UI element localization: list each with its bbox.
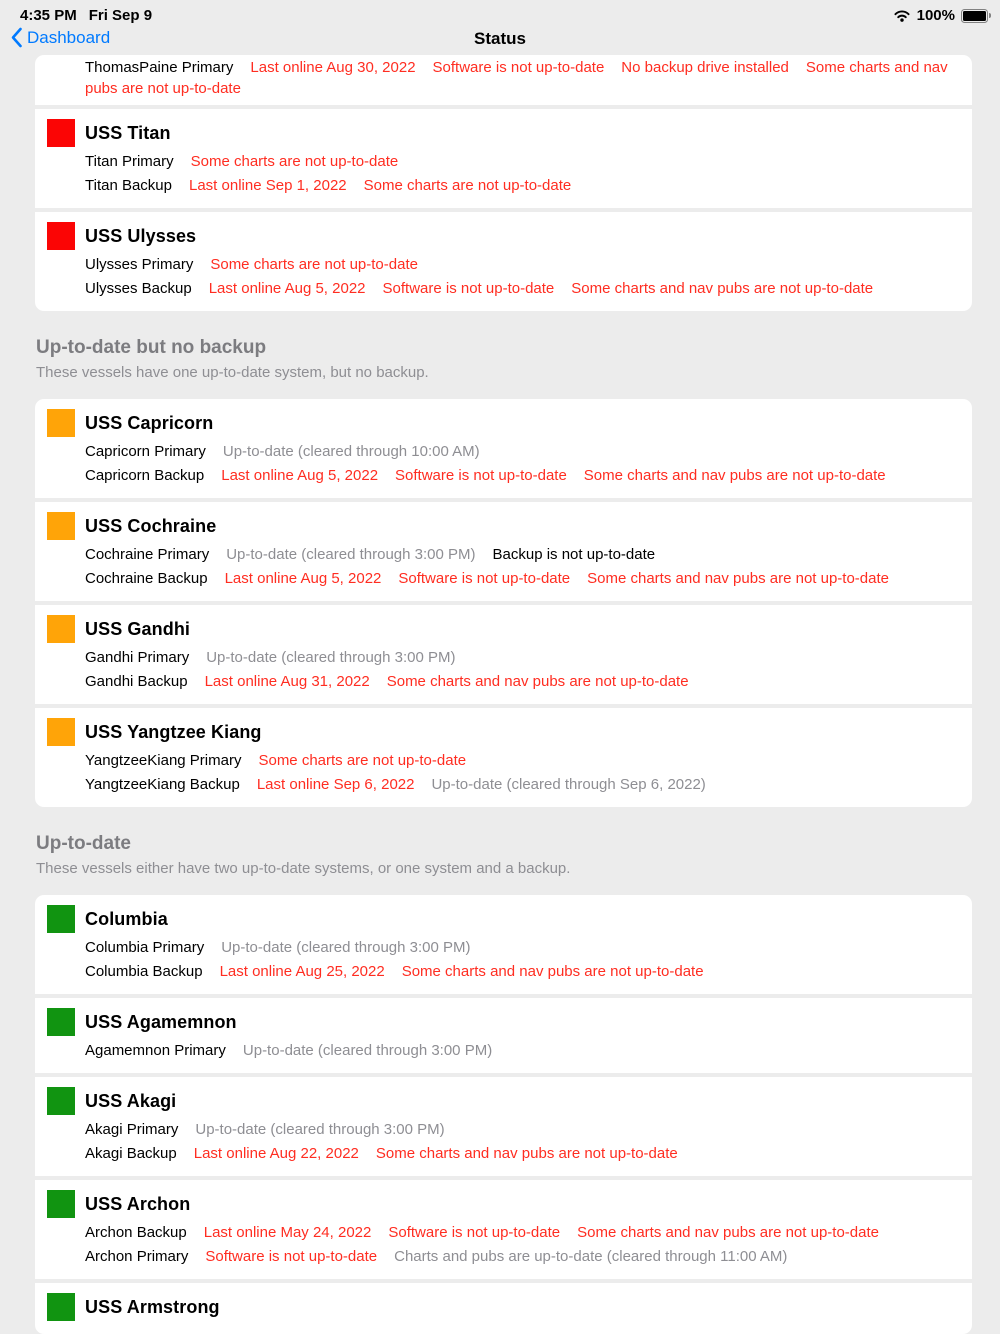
vessel-status-square-icon [47,718,75,746]
vessel-title-line [35,222,956,250]
vessel-name: USS Capricorn [85,412,214,433]
section-header: Up-to-date [36,833,131,854]
status-text: Charts and pubs are up-to-date (cleared through 11:00 AM) [394,1248,788,1265]
status-text: Last online May 24, 2022 [203,1224,372,1241]
vessel-card[interactable] [35,605,972,704]
system-label: Ulysses Primary [85,256,194,273]
vessel-card[interactable] [35,895,972,994]
status-text: Up-to-date (cleared through 10:00 AM) [222,443,480,460]
system-row [85,1039,956,1063]
system-row [85,936,956,960]
status-text: Last online Sep 6, 2022 [256,776,415,793]
status-text: Some charts and nav pubs are not up-to-date [386,673,689,690]
system-rows [35,1118,956,1166]
status-text: Last online Aug 25, 2022 [219,963,385,980]
vessel-group [35,55,972,311]
vessel-name: USS Armstrong [85,1296,220,1317]
system-label: Gandhi Backup [85,673,188,690]
battery-percent: 100% [916,7,955,24]
navigation-bar [0,26,1000,55]
system-row [85,960,956,984]
vessel-title-line [35,905,956,933]
vessel-title-line [35,718,956,746]
system-label: Akagi Primary [85,1121,179,1138]
status-text: Up-to-date (cleared through 3:00 PM) [221,939,471,956]
vessel-status-square-icon [47,1008,75,1036]
system-label: Cochraine Backup [85,570,208,587]
vessel-name: USS Titan [85,122,171,143]
section-description: These vessels have one up-to-date system, but no backup. [36,364,429,381]
status-text: Up-to-date (cleared through 3:00 PM) [206,649,456,666]
system-row [85,150,956,174]
system-rows [35,253,956,301]
system-label: Archon Backup [85,1224,187,1241]
status-text: Some charts and nav pubs are not up-to-date [375,1145,678,1162]
vessel-status-square-icon [47,615,75,643]
system-label: Ulysses Backup [85,280,192,297]
back-label: Dashboard [27,27,111,47]
time-label: 4:35 PM [20,7,77,24]
vessel-status-square-icon [47,1293,75,1321]
system-row [85,1118,956,1142]
system-row [85,646,956,670]
system-label: Columbia Primary [85,939,205,956]
system-row [85,567,956,591]
vessel-status-square-icon [47,119,75,147]
page-title: Status [474,29,526,48]
system-rows [35,936,956,984]
status-text: Up-to-date (cleared through Sep 6, 2022) [431,776,706,793]
system-rows [35,1039,956,1063]
system-row [85,543,956,567]
system-row [85,253,956,277]
status-text: Last online Aug 30, 2022 [250,59,416,76]
vessel-title-line [35,1087,956,1115]
system-label: Columbia Backup [85,963,203,980]
vessel-card[interactable] [35,708,972,807]
system-label: Akagi Backup [85,1145,177,1162]
status-text: Some charts and nav pubs are not up-to-date [401,963,704,980]
status-text: Up-to-date (cleared through 3:00 PM) [195,1121,445,1138]
vessel-title-line [35,1008,956,1036]
system-label: Capricorn Primary [85,443,206,460]
system-label: Cochraine Primary [85,546,210,563]
vessel-title-line [35,1190,956,1218]
content [0,55,1000,1334]
status-text: Some charts and nav pubs are not up-to-date [587,570,889,587]
status-text: Some charts and nav pubs are not up-to-date [577,1224,879,1241]
vessel-name: USS Yangtzee Kiang [85,721,262,742]
header [0,0,1000,55]
vessel-title-line [35,615,956,643]
status-text: Some charts are not up-to-date [210,256,418,273]
vessel-card[interactable] [35,399,972,498]
system-row [85,670,956,694]
system-row [85,57,956,99]
status-text: Last online Sep 1, 2022 [189,177,347,194]
system-row [85,440,956,464]
vessel-group [35,399,972,807]
system-label: Agamemnon Primary [85,1042,226,1059]
status-text: Software is not up-to-date [398,570,571,587]
status-text: Last online Aug 22, 2022 [193,1145,359,1162]
status-text: Up-to-date (cleared through 3:00 PM) [226,546,476,563]
vessel-status-square-icon [47,512,75,540]
status-text: Some charts are not up-to-date [363,177,572,194]
system-label: Capricorn Backup [85,467,205,484]
status-bar [0,6,1000,26]
vessel-title-line [35,512,956,540]
vessel-status-square-icon [47,222,75,250]
vessel-status-square-icon [47,409,75,437]
vessel-card[interactable] [35,212,972,311]
vessel-name: USS Cochraine [85,515,217,536]
status-text: Some charts and nav pubs are not up-to-date [85,59,948,97]
status-text: Software is not up-to-date [432,59,605,76]
system-label: Titan Primary [85,153,174,170]
system-row [85,1142,956,1166]
status-text: Some charts and nav pubs are not up-to-date [583,467,886,484]
system-row [85,174,956,198]
section-header: Up-to-date but no backup [36,337,267,358]
system-label: YangtzeeKiang Backup [85,776,240,793]
vessel-card[interactable] [35,502,972,601]
vessel-title-line [35,119,956,147]
status-text: Software is not up-to-date [388,1224,561,1241]
vessel-name: Columbia [85,908,168,929]
status-text: No backup drive installed [621,59,789,76]
wifi-icon [893,9,911,22]
system-rows [35,543,956,591]
vessel-card[interactable] [35,55,972,105]
status-text: Backup is not up-to-date [492,546,656,563]
vessel-group [35,895,972,1334]
system-row [85,749,956,773]
vessel-card[interactable] [35,1180,972,1279]
system-row [85,773,956,797]
system-rows [35,57,956,99]
status-text: Last online Aug 31, 2022 [204,673,370,690]
system-label: Archon Primary [85,1248,189,1265]
vessel-name: USS Archon [85,1193,191,1214]
section-description: These vessels either have two up-to-date systems, or one system and a backup. [36,860,571,877]
status-text: Software is not up-to-date [205,1248,378,1265]
status-text: Last online Aug 5, 2022 [224,570,382,587]
system-row [85,1245,956,1269]
date-label: Fri Sep 9 [88,7,153,24]
system-rows [35,749,956,797]
vessel-card[interactable] [35,1283,972,1334]
battery-icon [961,9,988,23]
vessel-name: USS Ulysses [85,225,197,246]
vessel-card[interactable] [35,1077,972,1176]
status-text: Up-to-date (cleared through 3:00 PM) [242,1042,493,1059]
vessel-name: USS Agamemnon [85,1011,237,1032]
vessel-status-square-icon [47,1087,75,1115]
system-rows [35,440,956,488]
status-text: Some charts and nav pubs are not up-to-date [571,280,874,297]
system-row [85,277,956,301]
system-label: ThomasPaine Primary [85,59,234,76]
system-label: Gandhi Primary [85,649,190,666]
system-rows [35,646,956,694]
system-label: Titan Backup [85,177,172,194]
vessel-status-square-icon [47,905,75,933]
system-rows [35,1221,956,1269]
vessel-card[interactable] [35,998,972,1073]
vessel-name: USS Akagi [85,1090,177,1111]
system-label: YangtzeeKiang Primary [85,752,242,769]
system-row [85,1221,956,1245]
status-text: Some charts are not up-to-date [190,153,399,170]
vessel-title-line [35,1293,956,1321]
status-text: Last online Aug 5, 2022 [208,280,366,297]
vessel-name: USS Gandhi [85,618,191,639]
status-text: Software is not up-to-date [395,467,567,484]
system-row [85,464,956,488]
vessel-status-square-icon [47,1190,75,1218]
vessel-title-line [35,409,956,437]
vessel-card[interactable] [35,109,972,208]
status-text: Last online Aug 5, 2022 [221,467,379,484]
system-rows [35,150,956,198]
status-text: Some charts are not up-to-date [258,752,467,769]
status-text: Software is not up-to-date [382,280,555,297]
